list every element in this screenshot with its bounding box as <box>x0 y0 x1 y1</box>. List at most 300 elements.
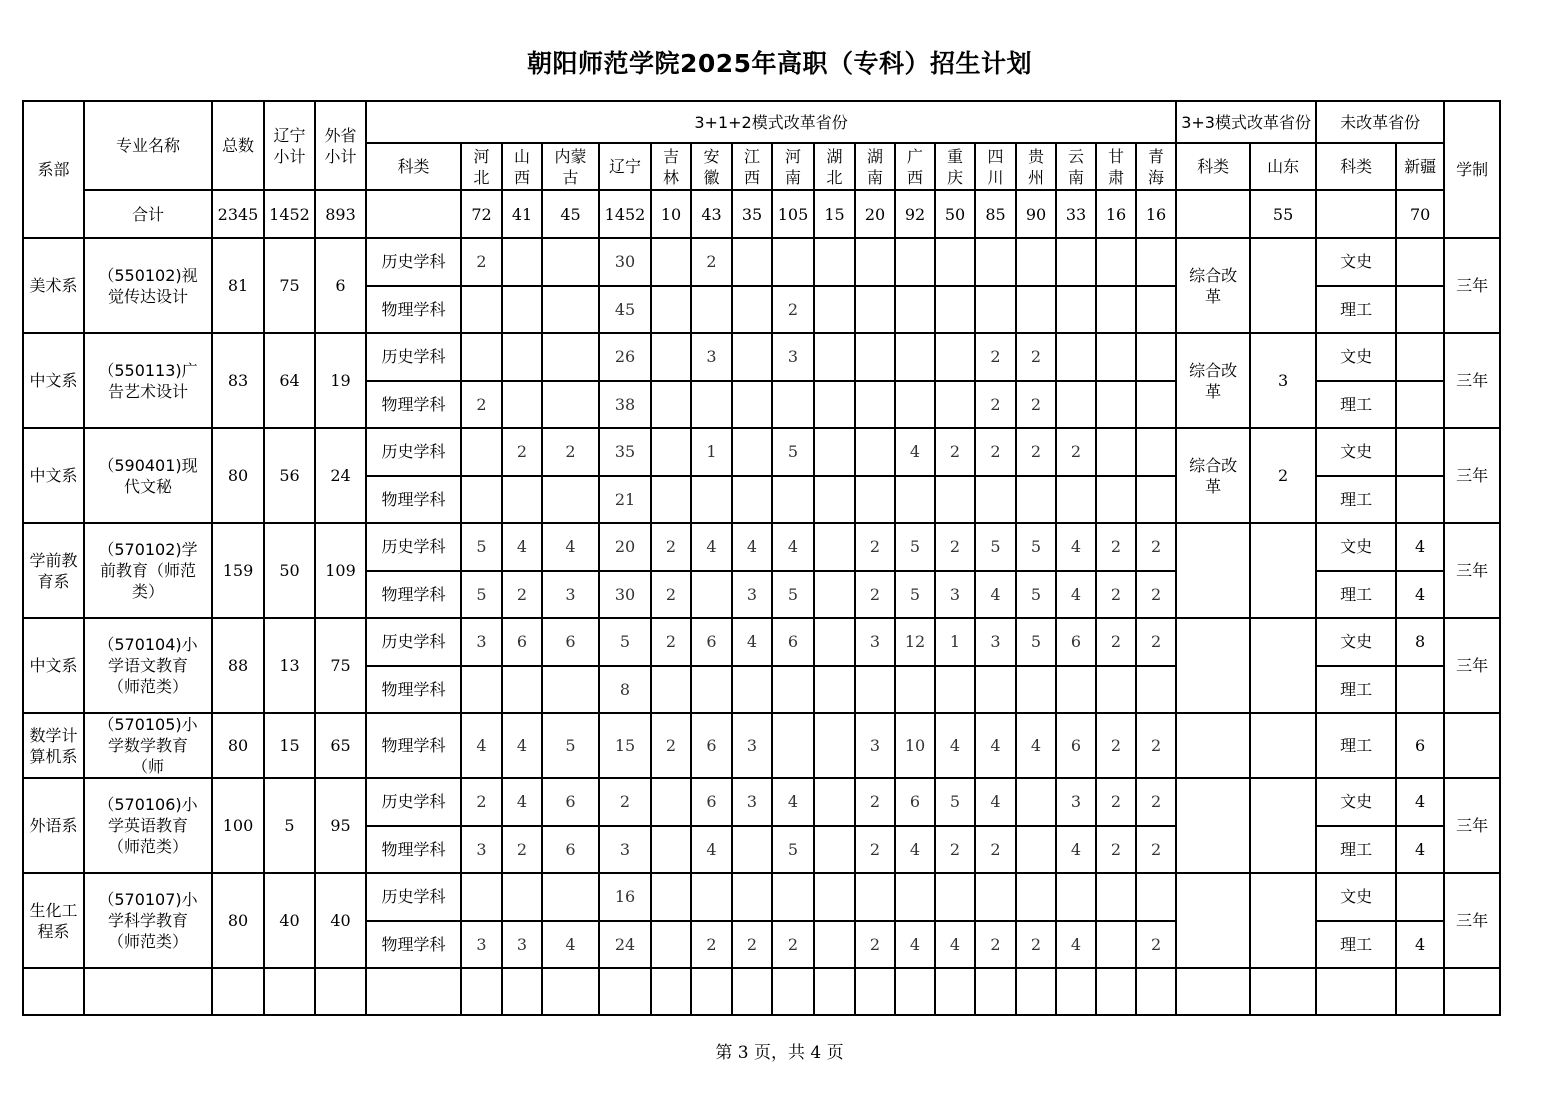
shandong-count-cell <box>1250 873 1316 968</box>
blank-cell <box>691 968 732 1015</box>
table-row <box>23 618 1500 666</box>
header-province-2: 内蒙古 <box>542 143 599 190</box>
province-count-cell <box>975 666 1016 714</box>
major-name-cell: （550102)视觉传达设计 <box>84 238 212 333</box>
province-count-cell: 4 <box>691 826 732 874</box>
xinjiang-count-cell: 8 <box>1396 618 1444 666</box>
province-count-cell: 4 <box>772 523 814 571</box>
unreformed-kelei-cell: 理工 <box>1316 381 1396 429</box>
province-count-cell: 2 <box>772 286 814 334</box>
table-row <box>23 428 1500 476</box>
major-total-cell: 88 <box>212 618 264 713</box>
province-count-cell: 5 <box>1016 618 1056 666</box>
major-total-cell: 80 <box>212 428 264 523</box>
xuezhi-cell: 三年 <box>1444 428 1500 523</box>
province-count-cell: 3 <box>732 571 772 619</box>
province-count-cell: 5 <box>895 571 935 619</box>
province-count-cell: 6 <box>691 713 732 778</box>
province-count-cell <box>461 286 502 334</box>
kelei-cell: 物理学科 <box>366 571 461 619</box>
header-other-subtotal: 外省小计 <box>315 101 366 190</box>
province-count-cell <box>814 873 855 921</box>
province-count-cell <box>1136 666 1176 714</box>
province-count-cell: 12 <box>895 618 935 666</box>
province-count-cell <box>502 381 542 429</box>
province-count-cell: 6 <box>895 778 935 826</box>
totals-province-7: 105 <box>772 190 814 238</box>
blank-cell <box>1396 968 1444 1015</box>
blank-cell <box>732 968 772 1015</box>
kelei-cell: 物理学科 <box>366 666 461 714</box>
header-group-312: 3+1+2模式改革省份 <box>366 101 1176 143</box>
xinjiang-count-cell <box>1396 238 1444 286</box>
province-count-cell <box>461 476 502 524</box>
province-count-cell <box>975 238 1016 286</box>
province-count-cell: 45 <box>599 286 651 334</box>
totals-other: 893 <box>315 190 366 238</box>
dept-cell: 中文系 <box>23 428 84 523</box>
province-count-cell: 3 <box>855 618 895 666</box>
header-xuezhi: 学制 <box>1444 101 1500 238</box>
kelei-cell: 物理学科 <box>366 381 461 429</box>
province-count-cell: 2 <box>502 428 542 476</box>
totals-kelei-none-empty <box>1316 190 1396 238</box>
province-count-cell: 4 <box>975 571 1016 619</box>
province-count-cell: 3 <box>1056 778 1096 826</box>
province-count-cell: 4 <box>542 523 599 571</box>
province-count-cell <box>772 381 814 429</box>
province-count-cell <box>814 778 855 826</box>
kelei-cell: 历史学科 <box>366 238 461 286</box>
province-count-cell: 3 <box>542 571 599 619</box>
shandong-count-cell: 3 <box>1250 333 1316 428</box>
header-province-9: 湖南 <box>855 143 895 190</box>
blank-cell <box>1056 968 1096 1015</box>
province-count-cell: 2 <box>935 826 975 874</box>
kelei-cell: 物理学科 <box>366 286 461 334</box>
province-count-cell <box>975 476 1016 524</box>
province-count-cell <box>502 476 542 524</box>
table-row <box>23 713 1500 778</box>
province-count-cell: 2 <box>599 778 651 826</box>
province-count-cell: 6 <box>691 778 732 826</box>
totals-province-1: 41 <box>502 190 542 238</box>
province-count-cell <box>1016 873 1056 921</box>
totals-province-15: 16 <box>1096 190 1136 238</box>
province-count-cell <box>651 333 691 381</box>
major-name-cell: （570104)小学语文教育（师范类） <box>84 618 212 713</box>
province-count-cell: 2 <box>1096 618 1136 666</box>
xuezhi-cell <box>1444 713 1500 778</box>
province-count-cell: 26 <box>599 333 651 381</box>
province-count-cell <box>1096 921 1136 969</box>
province-count-cell: 10 <box>895 713 935 778</box>
xinjiang-count-cell: 6 <box>1396 713 1444 778</box>
province-count-cell: 2 <box>461 381 502 429</box>
major-other-cell: 65 <box>315 713 366 778</box>
province-count-cell <box>855 873 895 921</box>
kelei-cell: 物理学科 <box>366 921 461 969</box>
province-count-cell <box>542 873 599 921</box>
shandong-count-cell <box>1250 713 1316 778</box>
province-count-cell: 2 <box>542 428 599 476</box>
province-count-cell <box>1136 333 1176 381</box>
province-count-cell <box>732 826 772 874</box>
province-count-cell: 6 <box>1056 713 1096 778</box>
province-count-cell <box>814 618 855 666</box>
province-count-cell: 2 <box>1136 826 1176 874</box>
province-count-cell: 5 <box>1016 571 1056 619</box>
dept-cell: 学前教育系 <box>23 523 84 618</box>
totals-province-8: 15 <box>814 190 855 238</box>
header-province-0: 河北 <box>461 143 502 190</box>
totals-total: 2345 <box>212 190 264 238</box>
totals-province-10: 92 <box>895 190 935 238</box>
province-count-cell: 2 <box>502 571 542 619</box>
province-count-cell: 2 <box>1136 618 1176 666</box>
major-liaoning-cell: 15 <box>264 713 315 778</box>
header-province-11: 重庆 <box>935 143 975 190</box>
province-count-cell: 4 <box>502 713 542 778</box>
kelei-cell: 历史学科 <box>366 778 461 826</box>
unreformed-kelei-cell: 文史 <box>1316 333 1396 381</box>
province-count-cell: 3 <box>975 618 1016 666</box>
province-count-cell: 1 <box>691 428 732 476</box>
major-total-cell: 81 <box>212 238 264 333</box>
header-group-none: 未改革省份 <box>1316 101 1444 143</box>
table-row <box>23 238 1500 286</box>
totals-province-4: 10 <box>651 190 691 238</box>
province-count-cell <box>814 571 855 619</box>
province-count-cell <box>691 381 732 429</box>
blank-cell <box>1016 968 1056 1015</box>
province-count-cell <box>651 873 691 921</box>
province-count-cell <box>814 381 855 429</box>
table-row <box>23 333 1500 381</box>
province-count-cell: 2 <box>975 428 1016 476</box>
province-count-cell: 3 <box>461 921 502 969</box>
province-count-cell: 5 <box>542 713 599 778</box>
province-count-cell: 3 <box>935 571 975 619</box>
province-count-cell: 4 <box>502 523 542 571</box>
province-count-cell <box>855 476 895 524</box>
province-count-cell: 4 <box>732 618 772 666</box>
xinjiang-count-cell: 4 <box>1396 778 1444 826</box>
blank-cell <box>1136 968 1176 1015</box>
major-other-cell: 6 <box>315 238 366 333</box>
province-count-cell: 3 <box>855 713 895 778</box>
province-count-cell: 5 <box>1016 523 1056 571</box>
province-count-cell <box>691 286 732 334</box>
province-count-cell: 2 <box>1136 713 1176 778</box>
blank-row <box>23 968 1500 1015</box>
province-count-cell <box>1096 333 1136 381</box>
province-count-cell: 3 <box>732 713 772 778</box>
province-count-cell <box>691 476 732 524</box>
dept-cell: 中文系 <box>23 618 84 713</box>
kelei-cell: 历史学科 <box>366 618 461 666</box>
province-count-cell <box>1056 333 1096 381</box>
province-count-cell: 6 <box>542 618 599 666</box>
province-count-cell <box>732 428 772 476</box>
totals-xinjiang: 70 <box>1396 190 1444 238</box>
unreformed-kelei-cell: 文史 <box>1316 428 1396 476</box>
blank-cell <box>1250 968 1316 1015</box>
province-count-cell <box>732 286 772 334</box>
dept-cell: 生化工程系 <box>23 873 84 968</box>
blank-cell <box>1176 968 1250 1015</box>
province-count-cell <box>814 713 855 778</box>
blank-cell <box>855 968 895 1015</box>
province-count-cell: 2 <box>975 381 1016 429</box>
province-count-cell: 4 <box>1016 713 1056 778</box>
province-count-cell: 2 <box>1136 523 1176 571</box>
mode33-kelei-cell: 综合改革 <box>1176 333 1250 428</box>
shandong-count-cell <box>1250 523 1316 618</box>
province-count-cell <box>651 381 691 429</box>
header-province-10: 广西 <box>895 143 935 190</box>
header-kelei-312: 科类 <box>366 143 461 190</box>
province-count-cell <box>502 286 542 334</box>
province-count-cell: 2 <box>461 238 502 286</box>
totals-province-13: 90 <box>1016 190 1056 238</box>
province-count-cell: 2 <box>1096 826 1136 874</box>
province-count-cell: 2 <box>772 921 814 969</box>
province-count-cell: 5 <box>772 826 814 874</box>
province-count-cell <box>855 666 895 714</box>
province-count-cell <box>772 238 814 286</box>
major-total-cell: 80 <box>212 873 264 968</box>
header-province-5: 安徽 <box>691 143 732 190</box>
province-count-cell <box>935 286 975 334</box>
province-count-cell <box>772 873 814 921</box>
province-count-cell <box>542 381 599 429</box>
xinjiang-count-cell <box>1396 333 1444 381</box>
province-count-cell <box>1136 381 1176 429</box>
province-count-cell <box>732 666 772 714</box>
province-count-cell <box>1056 476 1096 524</box>
province-count-cell: 6 <box>542 826 599 874</box>
blank-cell <box>461 968 502 1015</box>
blank-cell <box>315 968 366 1015</box>
province-count-cell: 3 <box>691 333 732 381</box>
unreformed-kelei-cell: 理工 <box>1316 826 1396 874</box>
province-count-cell: 5 <box>772 428 814 476</box>
province-count-cell <box>1016 666 1056 714</box>
mode33-kelei-cell: 综合改革 <box>1176 428 1250 523</box>
province-count-cell <box>732 873 772 921</box>
province-count-cell: 4 <box>1056 921 1096 969</box>
header-province-xinjiang: 新疆 <box>1396 143 1444 190</box>
xuezhi-cell: 三年 <box>1444 778 1500 873</box>
province-count-cell: 4 <box>691 523 732 571</box>
xinjiang-count-cell: 4 <box>1396 523 1444 571</box>
shandong-count-cell <box>1250 238 1316 333</box>
province-count-cell <box>814 921 855 969</box>
totals-label: 合计 <box>84 190 212 238</box>
province-count-cell <box>855 381 895 429</box>
totals-province-9: 20 <box>855 190 895 238</box>
header-province-13: 贵州 <box>1016 143 1056 190</box>
province-count-cell: 5 <box>935 778 975 826</box>
province-count-cell <box>855 333 895 381</box>
major-liaoning-cell: 5 <box>264 778 315 873</box>
blank-cell <box>1096 968 1136 1015</box>
unreformed-kelei-cell: 文史 <box>1316 873 1396 921</box>
header-major: 专业名称 <box>84 101 212 190</box>
province-count-cell: 5 <box>461 571 502 619</box>
enrollment-plan-table <box>22 100 1501 1016</box>
province-count-cell: 5 <box>599 618 651 666</box>
unreformed-kelei-cell: 理工 <box>1316 571 1396 619</box>
major-liaoning-cell: 75 <box>264 238 315 333</box>
blank-cell <box>264 968 315 1015</box>
major-liaoning-cell: 40 <box>264 873 315 968</box>
major-total-cell: 80 <box>212 713 264 778</box>
province-count-cell <box>1096 428 1136 476</box>
province-count-cell <box>691 873 732 921</box>
province-count-cell <box>814 666 855 714</box>
mode33-kelei-cell <box>1176 523 1250 618</box>
xinjiang-count-cell: 4 <box>1396 921 1444 969</box>
province-count-cell: 2 <box>1096 571 1136 619</box>
province-count-cell: 2 <box>935 428 975 476</box>
major-other-cell: 24 <box>315 428 366 523</box>
province-count-cell <box>895 476 935 524</box>
blank-cell <box>1316 968 1396 1015</box>
province-count-cell <box>772 713 814 778</box>
header-province-14: 云南 <box>1056 143 1096 190</box>
province-count-cell <box>772 476 814 524</box>
province-count-cell: 2 <box>691 921 732 969</box>
xinjiang-count-cell: 4 <box>1396 571 1444 619</box>
province-count-cell <box>935 238 975 286</box>
province-count-cell: 3 <box>772 333 814 381</box>
header-total: 总数 <box>212 101 264 190</box>
province-count-cell <box>935 476 975 524</box>
province-count-cell: 30 <box>599 238 651 286</box>
province-count-cell <box>461 873 502 921</box>
province-count-cell <box>1136 428 1176 476</box>
header-province-7: 河南 <box>772 143 814 190</box>
province-count-cell: 2 <box>1136 778 1176 826</box>
province-count-cell <box>651 238 691 286</box>
blank-cell <box>935 968 975 1015</box>
province-count-cell <box>732 333 772 381</box>
province-count-cell: 2 <box>935 523 975 571</box>
blank-cell <box>1444 968 1500 1015</box>
major-name-cell: （570106)小学英语教育（师范类） <box>84 778 212 873</box>
header-province-8: 湖北 <box>814 143 855 190</box>
province-count-cell <box>542 286 599 334</box>
mode33-kelei-cell <box>1176 618 1250 713</box>
province-count-cell: 2 <box>1016 333 1056 381</box>
province-count-cell <box>732 381 772 429</box>
major-other-cell: 95 <box>315 778 366 873</box>
province-count-cell <box>502 666 542 714</box>
province-count-cell <box>732 238 772 286</box>
header-province-1: 山西 <box>502 143 542 190</box>
province-count-cell: 6 <box>691 618 732 666</box>
province-count-cell: 2 <box>461 778 502 826</box>
page-footer: 第 3 页，共 4 页 <box>715 1043 844 1063</box>
province-count-cell: 2 <box>1096 523 1136 571</box>
province-count-cell <box>1056 286 1096 334</box>
major-other-cell: 40 <box>315 873 366 968</box>
province-count-cell <box>542 333 599 381</box>
province-count-cell <box>651 921 691 969</box>
province-count-cell <box>935 333 975 381</box>
province-count-cell <box>1016 238 1056 286</box>
totals-shandong: 55 <box>1250 190 1316 238</box>
province-count-cell: 5 <box>895 523 935 571</box>
kelei-cell: 历史学科 <box>366 523 461 571</box>
province-count-cell: 30 <box>599 571 651 619</box>
province-count-cell <box>651 778 691 826</box>
blank-cell <box>212 968 264 1015</box>
blank-cell <box>895 968 935 1015</box>
province-count-cell <box>895 381 935 429</box>
xinjiang-count-cell <box>1396 666 1444 714</box>
province-count-cell <box>895 873 935 921</box>
header-province-15: 甘肃 <box>1096 143 1136 190</box>
province-count-cell <box>814 476 855 524</box>
province-count-cell <box>1016 778 1056 826</box>
province-count-cell: 16 <box>599 873 651 921</box>
province-count-cell <box>855 428 895 476</box>
totals-province-0: 72 <box>461 190 502 238</box>
province-count-cell: 2 <box>651 571 691 619</box>
province-count-cell <box>651 286 691 334</box>
province-count-cell <box>855 286 895 334</box>
province-count-cell: 5 <box>975 523 1016 571</box>
xuezhi-cell: 三年 <box>1444 873 1500 968</box>
dept-cell: 数学计算机系 <box>23 713 84 778</box>
province-count-cell: 4 <box>542 921 599 969</box>
province-count-cell <box>1096 381 1136 429</box>
province-count-cell: 3 <box>461 618 502 666</box>
province-count-cell: 6 <box>542 778 599 826</box>
province-count-cell <box>814 428 855 476</box>
province-count-cell: 6 <box>772 618 814 666</box>
province-count-cell: 2 <box>651 618 691 666</box>
province-count-cell <box>1136 286 1176 334</box>
totals-province-12: 85 <box>975 190 1016 238</box>
table-row <box>23 778 1500 826</box>
xuezhi-cell: 三年 <box>1444 618 1500 713</box>
province-count-cell: 3 <box>502 921 542 969</box>
major-name-cell: （570105)小学数学教育（师 <box>84 713 212 778</box>
province-count-cell: 1 <box>935 618 975 666</box>
province-count-cell: 2 <box>975 921 1016 969</box>
blank-cell <box>84 968 212 1015</box>
major-liaoning-cell: 13 <box>264 618 315 713</box>
xuezhi-cell: 三年 <box>1444 523 1500 618</box>
major-name-cell: （570107)小学科学教育（师范类） <box>84 873 212 968</box>
major-other-cell: 109 <box>315 523 366 618</box>
province-count-cell <box>542 666 599 714</box>
province-count-cell <box>502 873 542 921</box>
province-count-cell: 6 <box>502 618 542 666</box>
blank-cell <box>23 968 84 1015</box>
blank-cell <box>502 968 542 1015</box>
province-count-cell: 4 <box>1056 826 1096 874</box>
province-count-cell: 3 <box>461 826 502 874</box>
province-count-cell: 21 <box>599 476 651 524</box>
major-name-cell: （550113)广告艺术设计 <box>84 333 212 428</box>
province-count-cell: 2 <box>1096 778 1136 826</box>
province-count-cell: 4 <box>895 826 935 874</box>
